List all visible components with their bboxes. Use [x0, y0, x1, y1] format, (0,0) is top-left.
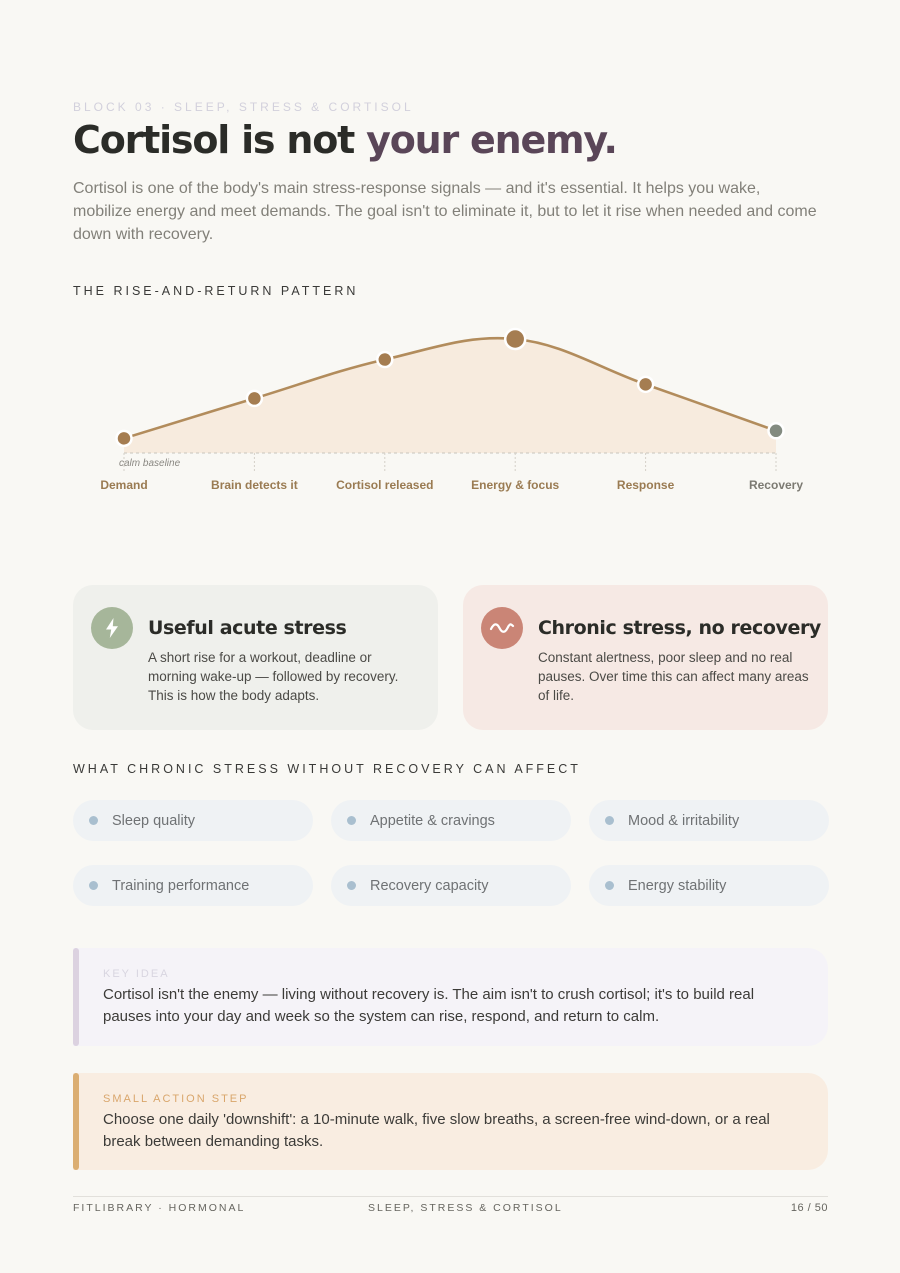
dot-icon	[89, 816, 98, 825]
chart-category-label: Cortisol released	[336, 478, 434, 492]
dot-icon	[347, 816, 356, 825]
chronic-card-text: Constant alertness, poor sleep and no real pauses. Over time this can affect many areas of life.	[538, 650, 809, 703]
chart-ticks	[124, 453, 776, 471]
dot-icon	[89, 881, 98, 890]
chronic-card-title: Chronic stress, no recovery	[538, 617, 821, 639]
rise-return-chart	[73, 325, 828, 505]
title-accent: your enemy.	[366, 118, 617, 162]
chart-point	[247, 391, 262, 406]
title-plain: Cortisol is not	[73, 118, 367, 162]
affect-chip	[589, 800, 829, 841]
chart-point	[505, 329, 525, 349]
chart-category-label: Response	[616, 478, 675, 492]
dot-icon	[347, 881, 356, 890]
page	[73, 0, 828, 1273]
key-idea-label: KEY IDEA	[103, 968, 170, 980]
block-eyebrow: BLOCK 03 · SLEEP, STRESS & CORTISOL	[73, 100, 414, 114]
wave-icon	[481, 607, 523, 649]
chart-point	[377, 352, 392, 367]
acute-stress-card	[73, 585, 438, 730]
affect-chip-label: Energy stability	[628, 877, 727, 894]
affect-chip	[331, 800, 571, 841]
chart-category-label: Energy & focus	[471, 478, 560, 492]
pattern-section-label: THE RISE-AND-RETURN PATTERN	[73, 284, 359, 298]
page-title	[73, 118, 617, 162]
lightning-icon	[91, 607, 133, 649]
chart-point	[117, 431, 132, 446]
key-idea-text: Cortisol isn't the enemy — living without recovery is. The aim isn't to crush cortisol; it's to build real pauses into your day and week so the system can rise, respond, and return to calm.	[103, 986, 755, 1025]
intro-paragraph: Cortisol is one of the body's main stress-response signals — and it's essential. It helps you wake, mobilize energy and meet demands. The goal isn't to eliminate it, but to let it rise when needed and come down with recovery.	[73, 180, 817, 243]
affect-chip	[73, 865, 313, 906]
affect-chip-label: Appetite & cravings	[370, 812, 495, 829]
action-step-text: Choose one daily 'downshift': a 10-minute walk, five slow breaths, a screen-free wind-down, or a real break between demanding tasks.	[103, 1111, 770, 1150]
action-step-callout	[73, 1073, 828, 1170]
chart-svg	[73, 325, 828, 505]
footer-divider	[73, 1196, 828, 1197]
key-idea-accent-bar	[73, 948, 79, 1046]
affect-chip	[589, 865, 829, 906]
footer-section: SLEEP, STRESS & CORTISOL	[368, 1202, 563, 1214]
acute-card-text: A short rise for a workout, deadline or morning wake-up — followed by recovery. This is how the body adapts.	[148, 650, 399, 703]
affect-chip	[331, 865, 571, 906]
affect-chip-label: Sleep quality	[112, 812, 196, 829]
dot-icon	[605, 881, 614, 890]
chart-labels	[100, 478, 803, 492]
footer-brand: FITLIBRARY · HORMONAL	[73, 1202, 246, 1214]
affects-chips	[73, 800, 828, 906]
affect-chip-label: Recovery capacity	[370, 877, 489, 894]
affect-chip-label: Training performance	[112, 877, 250, 894]
chart-category-label: Demand	[100, 478, 148, 492]
affects-section-label: WHAT CHRONIC STRESS WITHOUT RECOVERY CAN AFFECT	[73, 762, 581, 776]
affect-chip-label: Mood & irritability	[628, 812, 740, 829]
acute-card-title: Useful acute stress	[148, 617, 347, 639]
chart-point	[769, 423, 784, 438]
chart-baseline-label: calm baseline	[119, 458, 181, 469]
chart-point	[638, 377, 653, 392]
chronic-stress-card	[463, 585, 828, 730]
dot-icon	[605, 816, 614, 825]
footer-page-number: 16 / 50	[790, 1202, 828, 1214]
key-idea-callout	[73, 948, 828, 1046]
action-step-label: SMALL ACTION STEP	[103, 1093, 249, 1105]
action-accent-bar	[73, 1073, 79, 1170]
chart-category-label: Recovery	[748, 478, 804, 492]
affect-chip	[73, 800, 313, 841]
chart-category-label: Brain detects it	[211, 478, 298, 492]
